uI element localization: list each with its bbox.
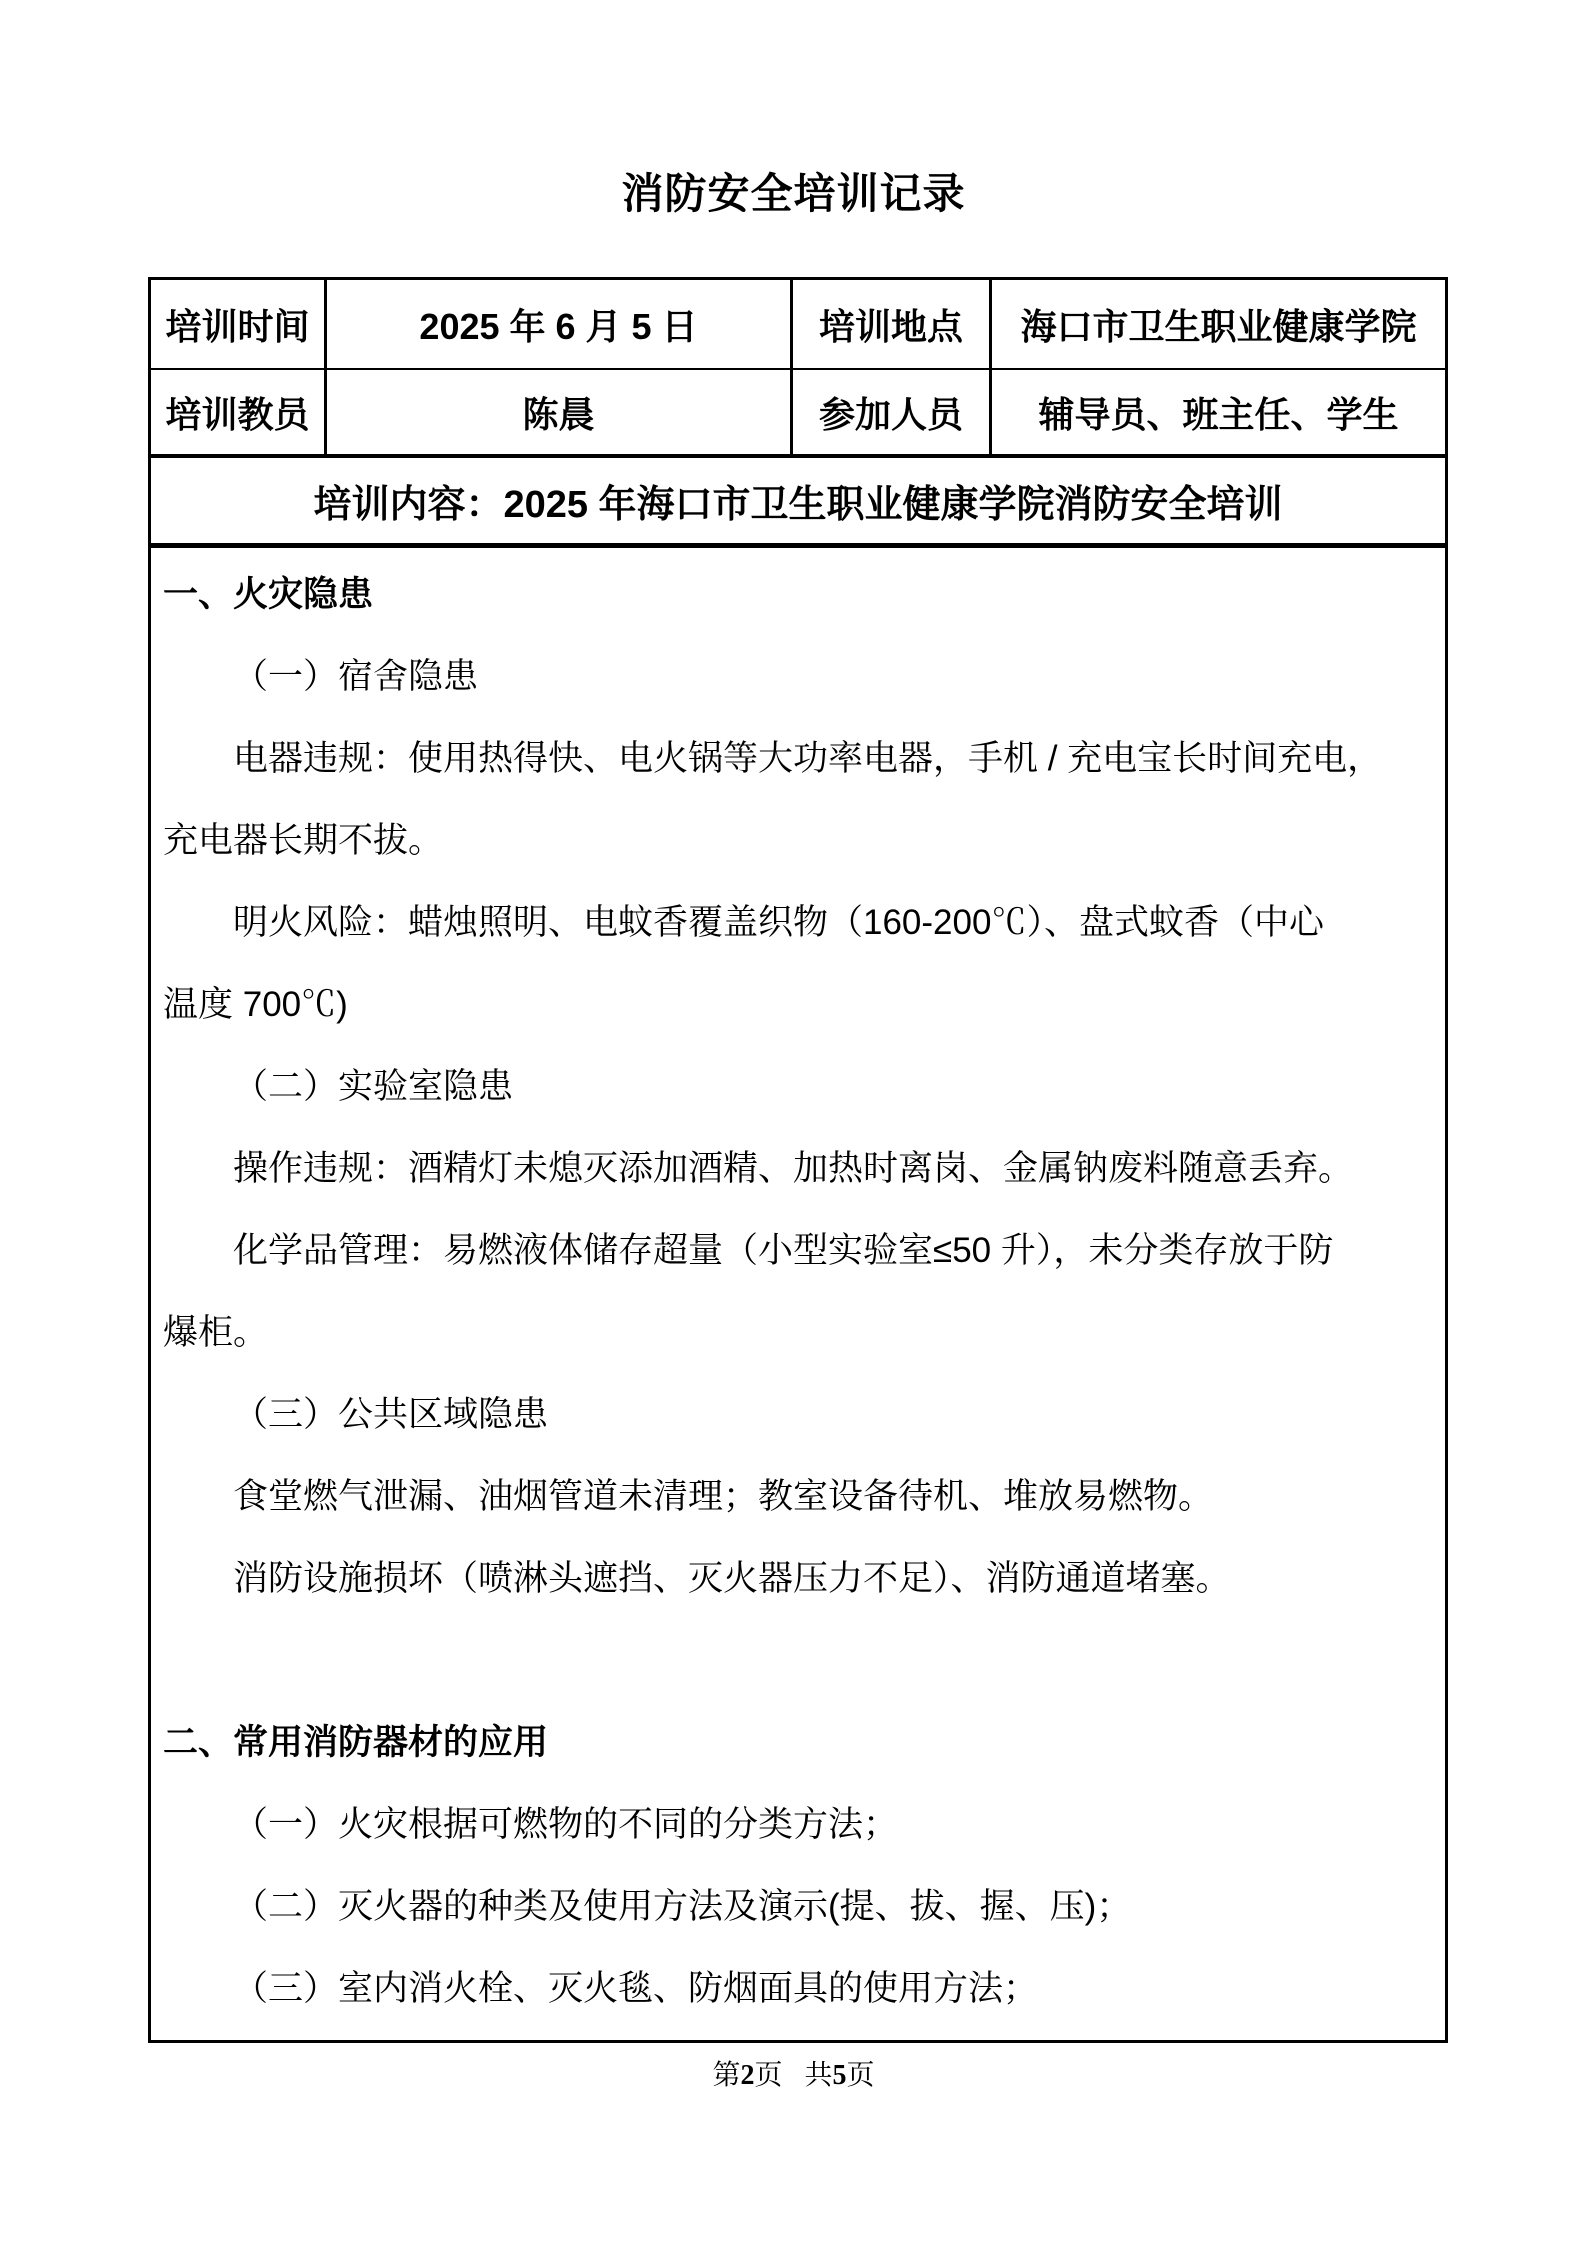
- training-time-label: 培训时间: [151, 280, 327, 368]
- body-paragraph: 化学品管理：易燃液体储存超量（小型实验室≤50 升），未分类存放于防: [233, 1231, 1334, 1270]
- table-row: [151, 280, 1445, 370]
- table-row: [151, 458, 1445, 548]
- blank-line: [163, 1620, 1433, 1702]
- training-location-value: 海口市卫生职业健康学院: [1020, 305, 1417, 347]
- training-content-title: 培训内容：2025 年海口市卫生职业健康学院消防安全培训: [313, 484, 1283, 526]
- sub-heading: （二）实验室隐患: [233, 1067, 514, 1106]
- sub-heading: （三）公共区域隐患: [233, 1395, 549, 1434]
- body-paragraph: 消防设施损坏（喷淋头遮挡、灭火器压力不足）、消防通道堵塞。: [233, 1559, 1231, 1598]
- training-instructor-label: 培训教员: [151, 370, 327, 454]
- body-paragraph: 爆柜。: [163, 1313, 269, 1352]
- footer-page-number: 2: [740, 2060, 755, 2091]
- training-location-label: 培训地点: [793, 280, 992, 368]
- footer-text: 第: [712, 2060, 741, 2091]
- participants-value: 辅导员、班主任、学生: [1038, 393, 1399, 435]
- document-title: 消防安全培训记录: [621, 170, 966, 217]
- body-paragraph: 电器违规：使用热得快、电火锅等大功率电器，手机 / 充电宝长时间充电，: [233, 739, 1383, 778]
- body-paragraph: 明火风险：蜡烛照明、电蚊香覆盖织物（160-200℃）、盘式蚊香（中心: [233, 903, 1324, 942]
- sub-heading: （一）宿舍隐患: [233, 657, 479, 696]
- training-record-table: [148, 277, 1448, 2043]
- footer-text: 页: [846, 2060, 875, 2091]
- section-heading: 一、火灾隐患: [163, 575, 374, 614]
- page-footer: [0, 2056, 1587, 2096]
- table-row: [151, 370, 1445, 458]
- participants-label: 参加人员: [793, 370, 992, 454]
- training-content-body: [151, 548, 1445, 2040]
- body-paragraph: 充电器长期不拔。: [163, 821, 444, 860]
- body-paragraph: （二）灭火器的种类及使用方法及演示(提、拔、握、压)；: [233, 1887, 1132, 1926]
- footer-text: 共: [804, 2060, 833, 2091]
- body-paragraph: （三）室内消火栓、灭火毯、防烟面具的使用方法；: [233, 1969, 1039, 2008]
- training-instructor-value: 陈晨: [327, 370, 793, 454]
- body-paragraph: 操作违规：酒精灯未熄灭添加酒精、加热时离岗、金属钠废料随意丢弃。: [233, 1149, 1354, 1188]
- training-time-value: 2025 年 6 月 5 日: [327, 280, 793, 368]
- footer-text: 页: [754, 2060, 783, 2091]
- body-paragraph: 食堂燃气泄漏、油烟管道未清理；教室设备待机、堆放易燃物。: [233, 1477, 1214, 1516]
- body-paragraph: （一）火灾根据可燃物的不同的分类方法；: [233, 1805, 899, 1844]
- footer-total-number: 5: [832, 2060, 847, 2091]
- body-paragraph: 温度 700℃): [163, 985, 348, 1024]
- table-row: [151, 548, 1445, 2040]
- section-heading: 二、常用消防器材的应用: [163, 1723, 549, 1762]
